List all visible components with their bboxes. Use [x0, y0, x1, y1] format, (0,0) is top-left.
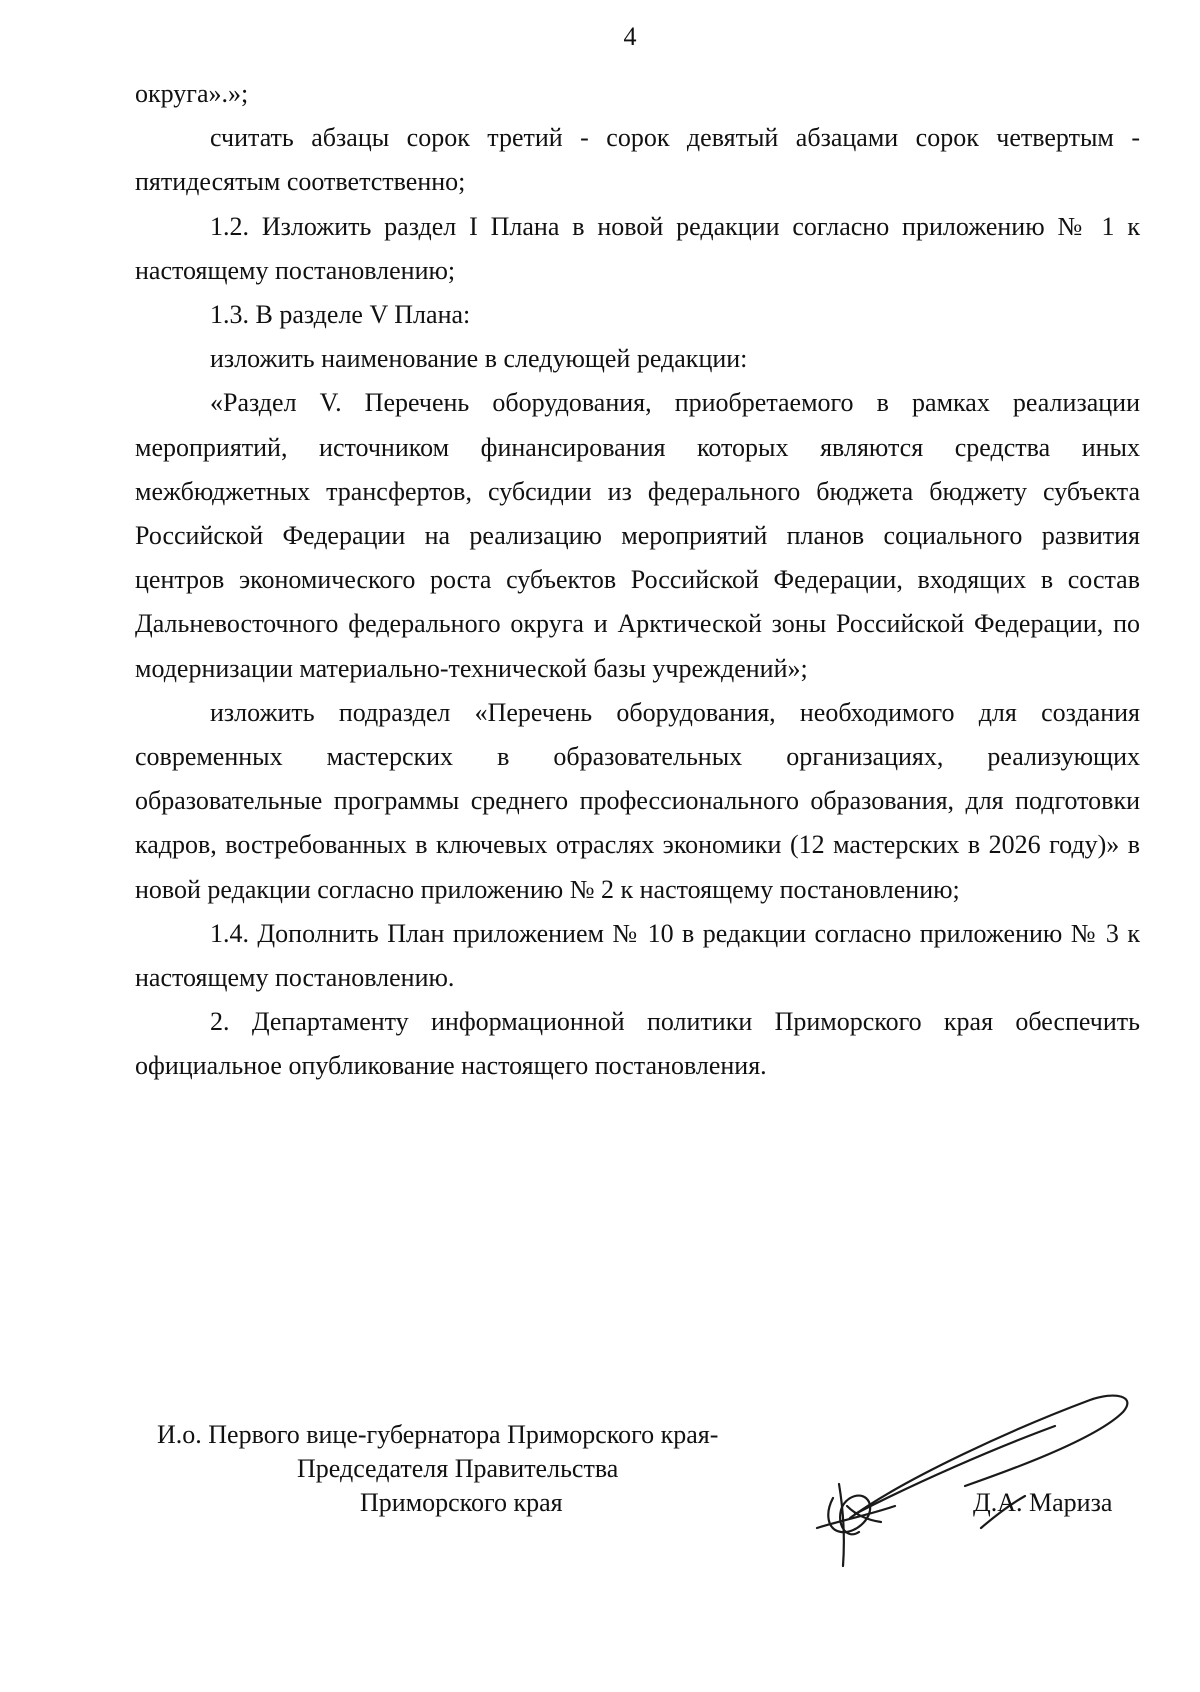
- signatory-position-line3: Приморского края: [360, 1488, 563, 1517]
- signatory-position-line2: Председателя Правительства: [297, 1454, 619, 1483]
- paragraph-renumber-note: считать абзацы сорок третий - сорок девятый абзацами сорок четвертым - пятидесятым соответственно;: [135, 123, 1140, 197]
- paragraph-1-2: 1.2. Изложить раздел I Плана в новой редакции согласно приложению № 1 к настоящему постановлению;: [135, 211, 1140, 285]
- signatory-position-line1: И.о. Первого вице-губернатора Приморского края-: [157, 1420, 719, 1449]
- page-number: 4: [623, 22, 637, 51]
- paragraph-continuation: округа».»;: [135, 79, 249, 108]
- paragraph-section-v-quote: «Раздел V. Перечень оборудования, приобретаемого в рамках реализации мероприятий, источником финансирования которых являются средства иных межбюджетных трансфертов, субсидии из федерального бюджета бюджету субъекта Российской Федерации на реализацию мероприятий планов социального развития центров экономического роста субъектов Российской Федерации, входящих в состав Дальневосточного федерального округа и Арктической зоны Российской Федерации, по модернизации материально-технической базы учреждений»;: [135, 388, 1140, 683]
- signature-block: [135, 1418, 1140, 1568]
- paragraph-1-3: 1.3. В разделе V Плана:: [210, 300, 471, 330]
- paragraph-2: 2. Департаменту информационной политики Приморского края обеспечить официальное опубликование настоящего постановления.: [135, 1007, 1140, 1081]
- signatory-name: Д.А. Мариза: [973, 1488, 1113, 1517]
- document-body: [135, 72, 1140, 1089]
- paragraph-name-edit: изложить наименование в следующей редакции:: [210, 344, 748, 374]
- paragraph-subsection-edit: изложить подраздел «Перечень оборудования, необходимого для создания современных мастерских в образовательных организациях, реализующих образовательные программы среднего профессионального образования, для подготовки кадров, востребованных в ключевых отраслях экономики (12 мастерских в 2026 году)» в новой редакции согласно приложению № 2 к настоящему постановлению;: [135, 697, 1140, 904]
- paragraph-1-4: 1.4. Дополнить План приложением № 10 в редакции согласно приложению № 3 к настоящему постановлению.: [135, 918, 1140, 993]
